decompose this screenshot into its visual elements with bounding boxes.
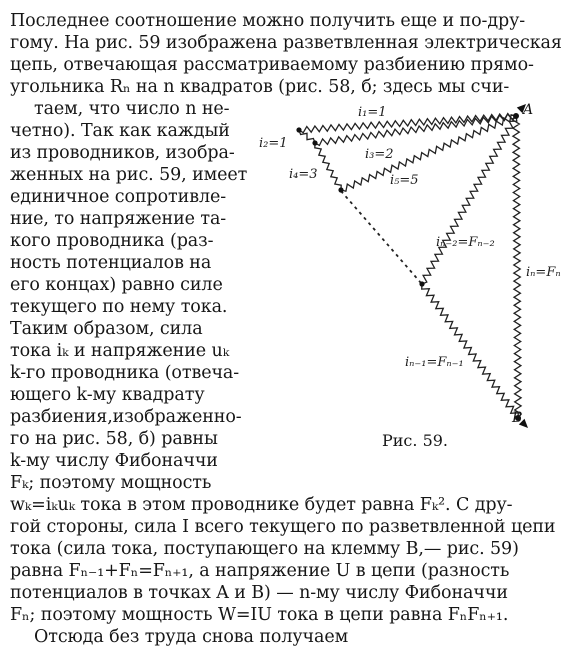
text-line: тока (сила тока, поступающего на клемму B,— рис. 59) xyxy=(10,539,519,559)
text-line: четно). Так как каждый xyxy=(10,121,230,141)
text-line: ность потенциалов на xyxy=(10,253,212,273)
text-line: Таким образом, сила xyxy=(10,319,203,339)
node-dot xyxy=(419,281,424,286)
text-line: k-му числу Фибоначчи xyxy=(10,451,218,471)
text-line: разбиения,изображенно- xyxy=(10,407,242,427)
figure-caption: Рис. 59. xyxy=(382,431,449,450)
node-label-a: A xyxy=(523,102,534,118)
resistor-wire xyxy=(422,284,519,418)
text-line: таем, что число n не- xyxy=(34,99,230,119)
current-label: i₅=5 xyxy=(390,173,419,188)
current-label: i₁=1 xyxy=(358,105,387,120)
text-line: равна Fₙ₋₁+Fₙ=Fₙ₊₁, а напряжение U в цепи (разность xyxy=(10,561,510,581)
text-line: го на рис. 58, б) равны xyxy=(10,429,218,449)
node-label-b: B xyxy=(512,410,523,426)
text-line: женных на рис. 59, имеет xyxy=(10,165,248,185)
current-label: iₙ₋₁=Fₙ₋₁ xyxy=(405,355,464,370)
node-dot xyxy=(312,140,317,145)
current-label: iₙ₋₂=Fₙ₋₂ xyxy=(436,235,495,250)
current-label: i₂=1 xyxy=(259,136,288,151)
node-dot xyxy=(338,187,343,192)
text-line: ющего k-му квадрату xyxy=(10,385,205,405)
resistor-wire xyxy=(315,143,341,190)
resistor-group xyxy=(299,114,521,419)
text-line: ние, то напряжение та- xyxy=(10,209,227,229)
dotted-chain xyxy=(341,191,421,283)
text-line: тока iₖ и напряжение uₖ xyxy=(10,341,229,361)
text-line: из проводников, изобра- xyxy=(10,143,235,163)
text-line: цепь, отвечающая рассматриваемому разбиению прямо- xyxy=(10,55,534,75)
circuit-diagram xyxy=(240,96,580,441)
circuit-figure xyxy=(240,96,580,441)
text-line: его концах) равно силе xyxy=(10,275,223,295)
text-line: текущего по нему тока. xyxy=(10,297,228,317)
text-line: Отсюда без труда снова получаем xyxy=(34,627,349,647)
text-line: k-го проводника (отвеча- xyxy=(10,363,240,383)
current-label: iₙ=Fₙ xyxy=(526,265,561,280)
resistor-wire xyxy=(422,116,517,284)
resistor-wire xyxy=(513,116,521,418)
node-dot xyxy=(513,113,519,119)
current-label: i₃=2 xyxy=(365,147,394,162)
node-group xyxy=(296,113,521,421)
text-line: потенциалов в точках A и B) — n-му числу Фибоначчи xyxy=(10,583,508,603)
node-dot xyxy=(296,127,301,132)
text-line: гой стороны, сила I всего текущего по разветвленной цепи xyxy=(10,517,556,537)
current-label: i₄=3 xyxy=(289,167,318,182)
dotted-line xyxy=(341,191,421,283)
text-line: угольника Rₙ на n квадратов (рис. 58, б; здесь мы счи- xyxy=(10,77,510,97)
text-line: Fₖ; поэтому мощность xyxy=(10,473,212,493)
text-line: wₖ=iₖuₖ тока в этом проводнике будет равна Fₖ². С дру- xyxy=(10,495,513,515)
text-line: кого проводника (раз- xyxy=(10,231,214,251)
text-line: Последнее соотношение можно получить еще и по-дру- xyxy=(10,11,526,31)
text-line: гому. На рис. 59 изображена разветвленная электрическая xyxy=(10,33,562,53)
text-line: единичное сопротивле- xyxy=(10,187,227,207)
text-line: Fₙ; поэтому мощность W=IU тока в цепи равна FₙFₙ₊₁. xyxy=(10,605,509,625)
lead-group xyxy=(297,129,422,284)
